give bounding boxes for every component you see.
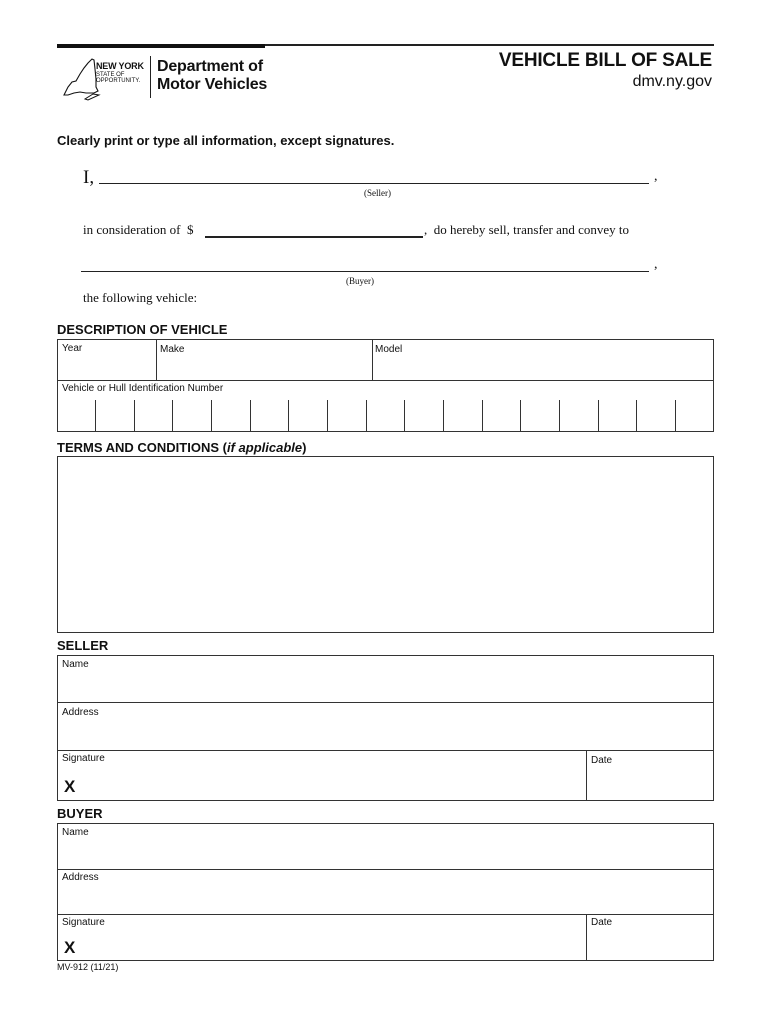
- model-field[interactable]: [373, 340, 713, 380]
- seller-signature-field[interactable]: [58, 751, 586, 800]
- description-row-divider: [57, 380, 714, 381]
- terms-heading: TERMS AND CONDITIONS (if applicable): [57, 440, 307, 455]
- vin-box-divider: [675, 400, 676, 432]
- following-vehicle-text: the following vehicle:: [83, 290, 198, 305]
- vin-box-divider: [559, 400, 560, 432]
- statement-i-label: I,: [83, 167, 95, 188]
- make-field[interactable]: [157, 340, 372, 380]
- seller-name-label: Name: [62, 659, 89, 670]
- buyer-date-field[interactable]: [587, 915, 713, 960]
- vin-box-divider: [636, 400, 637, 432]
- buyer-name-line[interactable]: [81, 271, 649, 272]
- seller-date-label: Date: [591, 755, 613, 766]
- seller-heading: SELLER: [57, 638, 109, 653]
- seller-line-comma: ,: [654, 169, 658, 184]
- seller-name-field[interactable]: [58, 656, 713, 702]
- buyer-line-comma: ,: [654, 257, 658, 272]
- seller-caption: (Seller): [364, 188, 391, 198]
- buyer-name-label: Name: [62, 827, 89, 838]
- consideration-prefix: in consideration of $: [83, 222, 194, 237]
- vin-label: Vehicle or Hull Identification Number: [62, 383, 224, 394]
- vin-box-divider: [172, 400, 173, 432]
- ny-logo-tagline: STATE OF OPPORTUNITY.: [96, 72, 141, 84]
- vin-box-divider: [95, 400, 96, 432]
- make-label: Make: [160, 344, 185, 355]
- year-field[interactable]: [58, 340, 156, 380]
- buyer-address-field[interactable]: [58, 870, 713, 914]
- vin-box-divider: [482, 400, 483, 432]
- seller-signature-label: Signature: [62, 753, 105, 764]
- buyer-date-label: Date: [591, 917, 613, 928]
- buyer-heading: BUYER: [57, 806, 103, 821]
- seller-address-field[interactable]: [58, 703, 713, 750]
- header-rule-accent: [57, 44, 265, 48]
- seller-signature-x: X: [64, 777, 76, 796]
- form-number: MV-912 (11/21): [57, 962, 119, 972]
- vin-character-boxes[interactable]: [57, 400, 714, 432]
- buyer-caption: (Buyer): [346, 276, 374, 286]
- terms-heading-note: if applicable: [227, 440, 303, 455]
- year-label: Year: [62, 343, 83, 354]
- agency-name: Department of Motor Vehicles: [157, 58, 268, 93]
- seller-date-field[interactable]: [587, 751, 713, 800]
- buyer-signature-field[interactable]: [58, 915, 586, 960]
- vin-box-divider: [520, 400, 521, 432]
- buyer-signature-label: Signature: [62, 917, 105, 928]
- vin-box-divider: [598, 400, 599, 432]
- vin-box-divider: [366, 400, 367, 432]
- description-heading: DESCRIPTION OF VEHICLE: [57, 322, 228, 337]
- terms-textarea[interactable]: [57, 456, 714, 633]
- vin-box-divider: [327, 400, 328, 432]
- buyer-address-label: Address: [62, 872, 99, 883]
- logo-divider: [150, 56, 151, 98]
- vin-box-divider: [404, 400, 405, 432]
- consideration-amount-line[interactable]: [205, 236, 423, 238]
- buyer-name-field[interactable]: [58, 824, 713, 869]
- seller-name-line[interactable]: [99, 183, 649, 184]
- ny-logo-brand: NEW YORK: [96, 61, 144, 71]
- vin-box-divider: [211, 400, 212, 432]
- consideration-suffix: , do hereby sell, transfer and convey to: [424, 222, 630, 237]
- instructions: Clearly print or type all information, except signatures.: [57, 133, 395, 148]
- vin-box-divider: [134, 400, 135, 432]
- model-label: Model: [375, 344, 403, 355]
- vin-box-divider: [250, 400, 251, 432]
- buyer-signature-x: X: [64, 938, 76, 957]
- website-link[interactable]: dmv.ny.gov: [632, 73, 712, 90]
- vin-box-divider: [443, 400, 444, 432]
- seller-address-label: Address: [62, 707, 99, 718]
- form-title: VEHICLE BILL OF SALE: [498, 50, 712, 71]
- vin-box-divider: [288, 400, 289, 432]
